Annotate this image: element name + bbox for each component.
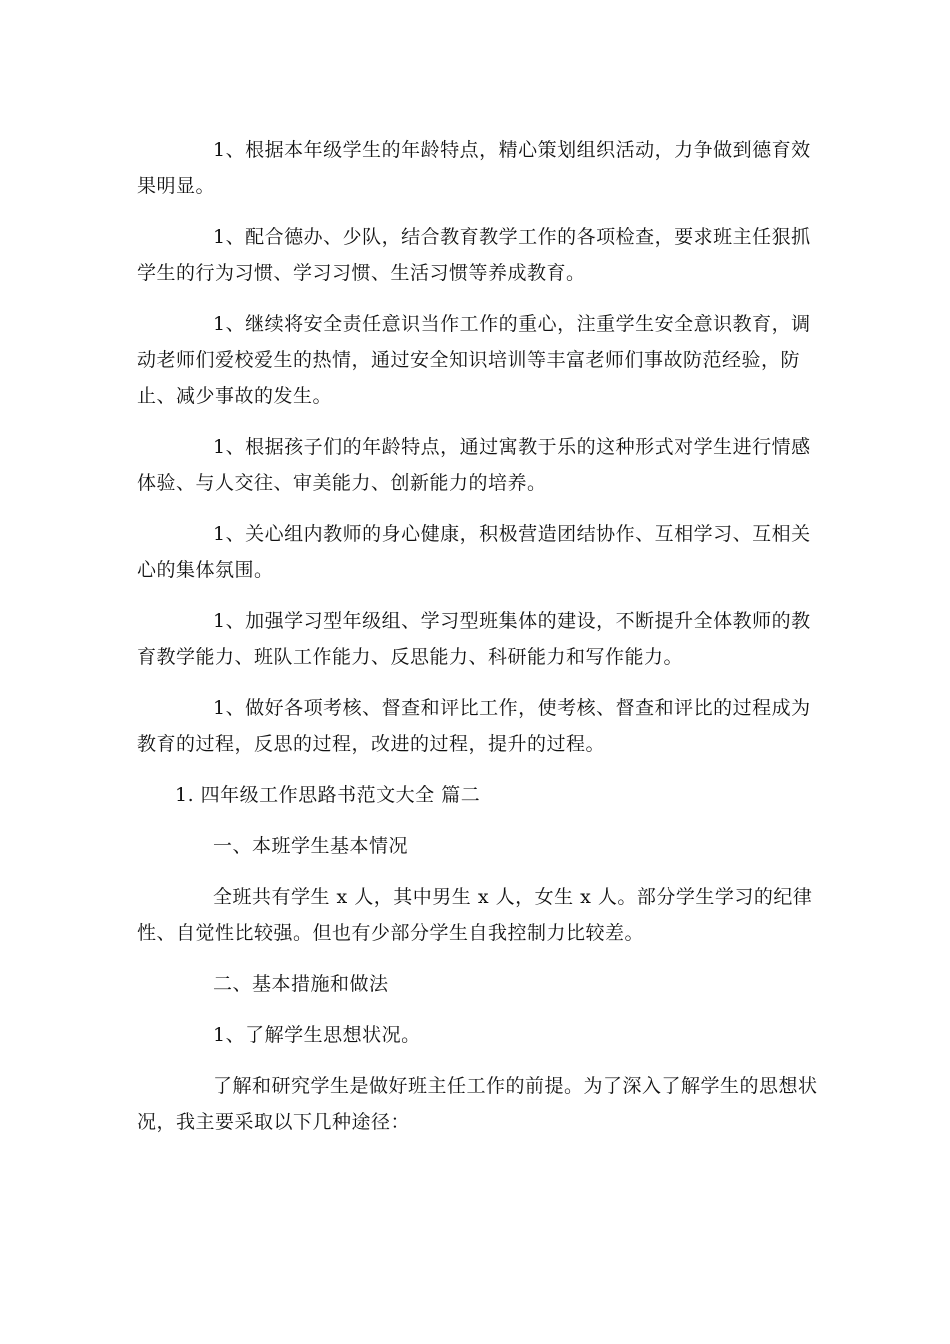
subheading-understand-students: 1、了解学生思想状况。 — [213, 1024, 421, 1046]
paragraph-6: 1、加强学习型年级组、学习型班集体的建设，不断提升全体教师的教育教学能力、班队工作能力、反思能力、科研能力和写作能力。 — [137, 610, 811, 668]
subheading-basic-situation: 一、本班学生基本情况 — [213, 835, 409, 857]
paragraph-1: 1、根据本年级学生的年龄特点，精心策划组织活动，力争做到德育效果明显。 — [137, 139, 811, 197]
paragraph-7: 1、做好各项考核、督查和评比工作，使考核、督查和评比的过程成为教育的过程，反思的过程，改进的过程，提升的过程。 — [137, 697, 811, 755]
subheading-measures: 二、基本措施和做法 — [213, 973, 389, 995]
paragraph-2: 1、配合德办、少队，结合教育教学工作的各项检查，要求班主任狠抓学生的行为习惯、学习习惯、生活习惯等养成教育。 — [137, 226, 811, 284]
paragraph-3: 1、继续将安全责任意识当作工作的重心，注重学生安全意识教育，调动老师们爱校爱生的热情，通过安全知识培训等丰富老师们事故防范经验，防止、减少事故的发生。 — [137, 313, 811, 407]
paragraph-4: 1、根据孩子们的年龄特点，通过寓教于乐的这种形式对学生进行情感体验、与人交往、审美能力、创新能力的培养。 — [137, 436, 811, 494]
document-body — [137, 132, 827, 1155]
section-heading: 1. 四年级工作思路书范文大全 篇二 — [175, 784, 481, 806]
paragraph-understand-students: 了解和研究学生是做好班主任工作的前提。为了深入了解学生的思想状况，我主要采取以下几种途径： — [137, 1075, 818, 1133]
paragraph-class-info: 全班共有学生 x 人，其中男生 x 人，女生 x 人。部分学生学习的纪律性、自觉性比较强。但也有少部分学生自我控制力比较差。 — [137, 886, 813, 944]
paragraph-5: 1、关心组内教师的身心健康，积极营造团结协作、互相学习、互相关心的集体氛围。 — [137, 523, 811, 581]
